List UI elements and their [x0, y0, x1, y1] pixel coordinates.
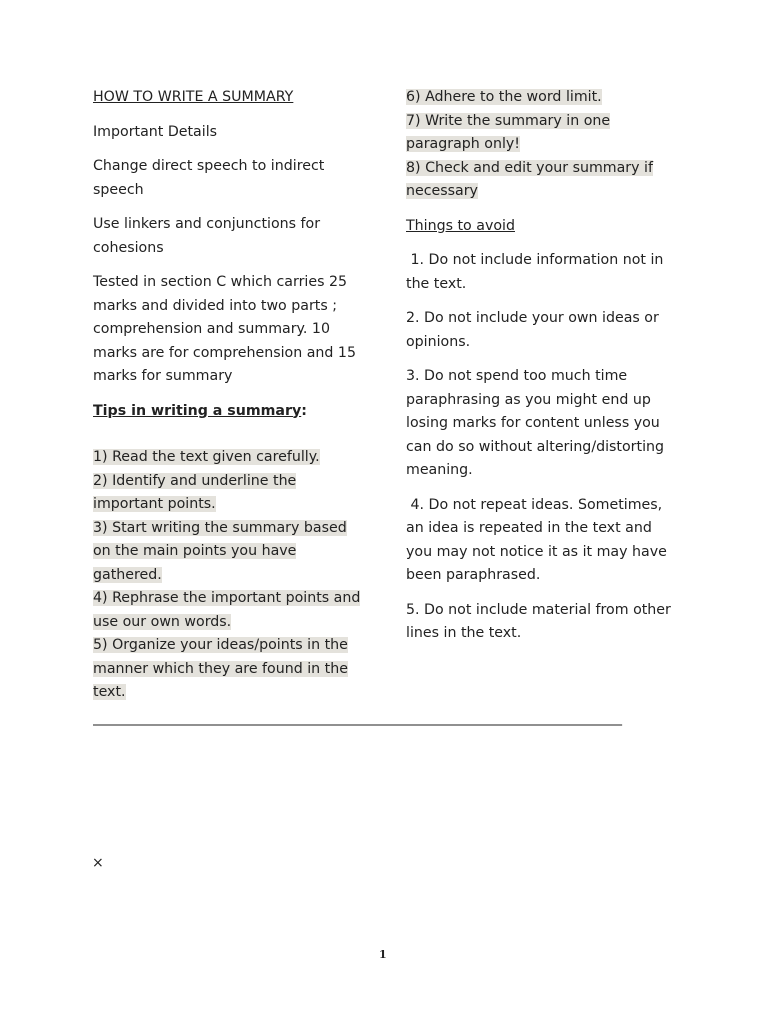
avoid-item: 1. Do not include information not in the text.	[406, 252, 668, 292]
tip-item	[406, 86, 681, 110]
tips-heading-text: Tips in writing a summary	[93, 402, 302, 419]
tip-text: 8) Check and edit your summary if necessary	[406, 159, 653, 199]
page-number: 1	[379, 948, 387, 961]
tip-item	[93, 446, 365, 470]
tip-text: 4) Rephrase the important points and use our own words.	[93, 590, 361, 630]
close-icon: ×	[92, 855, 104, 871]
tips-list	[93, 446, 365, 705]
tip-item	[93, 634, 365, 705]
tips-list-continued	[406, 86, 681, 204]
tips-heading	[93, 400, 365, 424]
right-column	[406, 86, 681, 657]
avoid-item: 3. Do not spend too much time paraphrasing as you might end up losing marks for content unless you can do so without altering/distorting meaning.	[406, 368, 665, 478]
avoid-item: 4. Do not repeat ideas. Sometimes, an idea is repeated in the text and you may not notice it as it may have been paraphrased.	[406, 496, 672, 583]
paragraph-important-details: Important Details	[93, 123, 218, 140]
tip-text: 5) Organize your ideas/points in the manner which they are found in the text.	[93, 637, 348, 700]
tip-text: 6) Adhere to the word limit.	[406, 89, 602, 105]
tip-item	[406, 110, 681, 157]
tips-heading-colon: :	[301, 402, 307, 419]
tip-text: 7) Write the summary in one paragraph only!	[406, 112, 611, 152]
tip-text: 1) Read the text given carefully.	[93, 449, 320, 465]
avoid-item: 5. Do not include material from other lines in the text.	[406, 601, 671, 641]
tip-item	[406, 157, 681, 204]
tip-item	[93, 517, 365, 588]
paragraph-direct-speech: Change direct speech to indirect speech	[93, 158, 325, 198]
document-title: HOW TO WRITE A SUMMARY	[93, 89, 294, 105]
tip-item	[93, 470, 365, 517]
things-to-avoid-heading: Things to avoid	[406, 217, 515, 234]
left-column	[93, 86, 365, 705]
paragraph-linkers: Use linkers and conjunctions for cohesions	[93, 216, 321, 256]
paragraph-section-c: Tested in section C which carries 25 marks and divided into two parts ; comprehension and summary. 10 marks are for comprehension and 15 marks for summary	[93, 274, 356, 384]
tip-text: 2) Identify and underline the important points.	[93, 472, 297, 512]
separator-line: ________________________________________________________________________________________	[93, 710, 621, 726]
tip-item	[93, 587, 365, 634]
tip-text: 3) Start writing the summary based on the main points you have gathered.	[93, 519, 347, 583]
avoid-item: 2. Do not include your own ideas or opinions.	[406, 310, 659, 350]
